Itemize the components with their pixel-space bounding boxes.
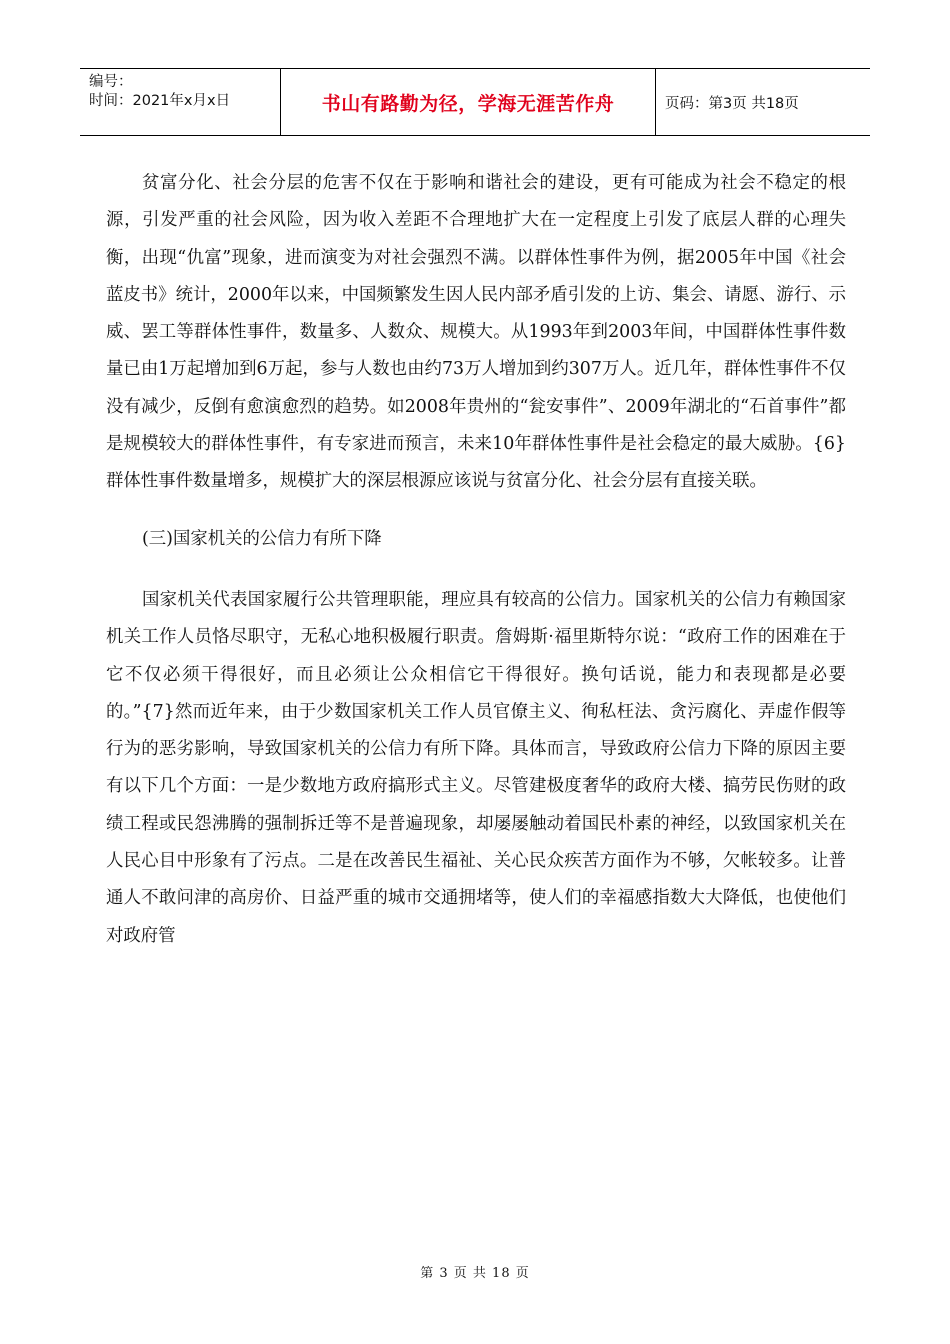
header-motto: 书山有路勤为径，学海无涯苦作舟 [281, 69, 656, 135]
paragraph-wealth-gap: 贫富分化、社会分层的危害不仅在于影响和谐社会的建设，更有可能成为社会不稳定的根源，引发严重的社会风险，因为收入差距不合理地扩大在一定程度上引发了底层人群的心理失衡，出现“仇富”现象，进而演变为对社会强烈不满。以群体性事件为例，据2005年中国《社会蓝皮书》统计，2000年以来，中国频繁发生因人民内部矛盾引发的上访、集会、请愿、游行、示威、罢工等群体性事件，数量多、人数众、规模大。从1993年到2003年间，中国群体性事件数量已由1万起增加到6万起，参与人数也由约73万人增加到约307万人。近几年，群体性事件不仅没有减少，反倒有愈演愈烈的趋势。如2008年贵州的“瓮安事件”、2009年湖北的“石首事件”都是规模较大的群体性事件，有专家进而预言，未来10年群体性事件是社会稳定的最大威胁。{6}群体性事件数量增多，规模扩大的深层根源应该说与贫富分化、社会分层有直接关联。 [106, 173, 846, 492]
page-header [80, 68, 870, 136]
header-page-info: 页码：第3页 共18页 [665, 95, 799, 112]
header-meta [80, 69, 281, 135]
paragraph-credibility: 国家机关代表国家履行公共管理职能，理应具有较高的公信力。国家机关的公信力有赖国家机关工作人员恪尽职守，无私心地积极履行职责。詹姆斯·福里斯特尔说：“政府工作的困难在于它不仅必须干得很好，而且必须让公众相信它干得很好。换句话说，能力和表现都是必要的。”{7}然而近年来，由于少数国家机关工作人员官僚主义、徇私枉法、贪污腐化、弄虚作假等行为的恶劣影响，导致国家机关的公信力有所下降。具体而言，导致政府公信力下降的原因主要有以下几个方面：一是少数地方政府搞形式主义。尽管建极度奢华的政府大楼、搞劳民伤财的政绩工程或民怨沸腾的强制拆迁等不是普遍现象，却屡屡触动着国民朴素的神经，以致国家机关在人民心目中形象有了污点。二是在改善民生福祉、关心民众疾苦方面作为不够，欠帐较多。让普通人不敢问津的高房价、日益严重的城市交通拥堵等，使人们的幸福感指数大大降低，也使他们对政府管 [106, 589, 846, 946]
document-number-label: 编号： [89, 74, 133, 90]
document-body [106, 165, 846, 955]
page-footer: 第 3 页 共 18 页 [420, 1266, 530, 1281]
section-heading: (三)国家机关的公信力有所下降 [142, 528, 382, 549]
document-time-label: 时间：2021年x月x日 [89, 93, 231, 109]
